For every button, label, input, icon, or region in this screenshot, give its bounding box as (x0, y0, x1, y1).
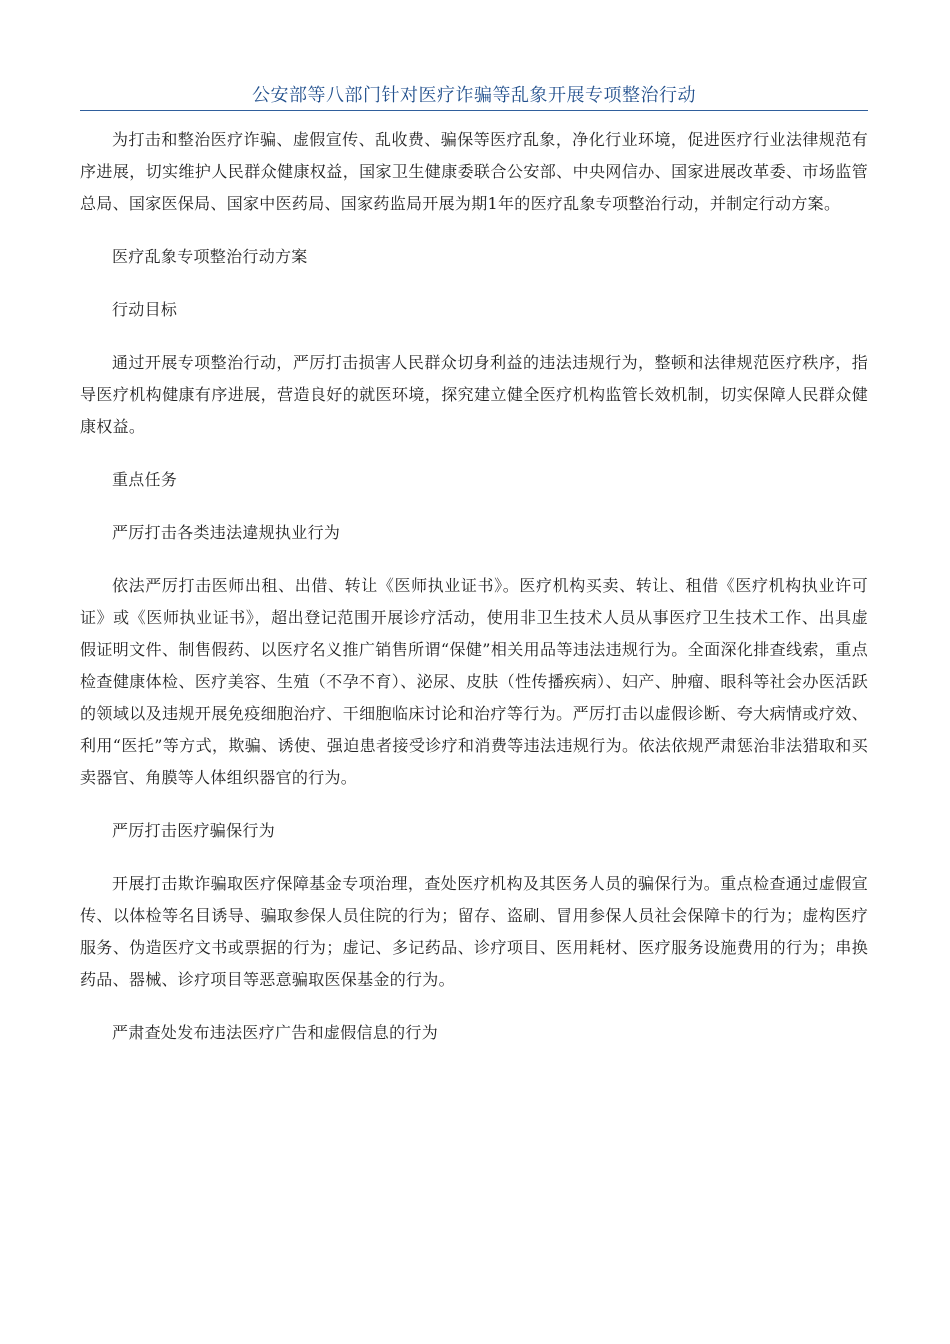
paragraph-goal: 通过开展专项整治行动，严厉打击损害人民群众切身利益的违法违规行为，整顿和法律规范医疗秩序，指导医疗机构健康有序进展，营造良好的就医环境，探究建立健全医疗机构监管长效机制，切实保障人民群众健康权益。 (80, 353, 868, 436)
paragraph-insurance-fraud: 开展打击欺诈骗取医疗保障基金专项治理，查处医疗机构及其医务人员的骗保行为。重点检查通过虚假宣传、以体检等名目诱导、骗取参保人员住院的行为；留存、盗刷、冒用参保人员社会保障卡的行为；虚构医疗服务、伪造医疗文书或票据的行为；虚记、多记药品、诊疗项目、医用耗材、医疗服务设施费用的行为；串换药品、器械、诊疗项目等恶意骗取医保基金的行为。 (80, 874, 868, 989)
document-title: 公安部等八部门针对医疗诈骗等乱象开展专项整治行动 (252, 85, 696, 106)
header-divider (80, 110, 868, 111)
heading-illegal-ads: 严肃查处发布违法医疗广告和虚假信息的行为 (112, 1023, 439, 1042)
heading-plan: 医疗乱象专项整治行动方案 (112, 247, 308, 266)
heading-key-tasks: 重点任务 (112, 470, 178, 489)
heading-goal: 行动目标 (112, 300, 178, 319)
paragraph-illegal-practice: 依法严厉打击医师出租、出借、转让《医师执业证书》。医疗机构买卖、转让、租借《医疗机构执业许可证》或《医师执业证书》，超出登记范围开展诊疗活动，使用非卫生技术人员从事医疗卫生技术工作、出具虚假证明文件、制售假药、以医疗名义推广销售所谓“保健”相关用品等违法违规行为。全面深化排查线索，重点检查健康体检、医疗美容、生殖（不孕不育）、泌尿、皮肤（性传播疾病）、妇产、肿瘤、眼科等社会办医活跃的领域以及违规开展免疫细胞治疗、干细胞临床讨论和治疗等行为。严厉打击以虚假诊断、夸大病情或疗效、利用“医托”等方式，欺骗、诱使、强迫患者接受诊疗和消费等违法违规行为。依法依规严肃惩治非法猎取和买卖器官、角膜等人体组织器官的行为。 (80, 576, 868, 787)
paragraph-intro: 为打击和整治医疗诈骗、虚假宣传、乱收费、骗保等医疗乱象，净化行业环境，促进医疗行业法律规范有序进展，切实维护人民群众健康权益，国家卫生健康委联合公安部、中央网信办、国家进展改革委、市场监管总局、国家医保局、国家中医药局、国家药监局开展为期1年的医疗乱象专项整治行动，并制定行动方案。 (80, 130, 868, 213)
heading-insurance-fraud: 严厉打击医疗骗保行为 (112, 821, 276, 840)
document-body (80, 124, 868, 1070)
heading-illegal-practice: 严厉打击各类违法違规执业行为 (112, 523, 341, 542)
